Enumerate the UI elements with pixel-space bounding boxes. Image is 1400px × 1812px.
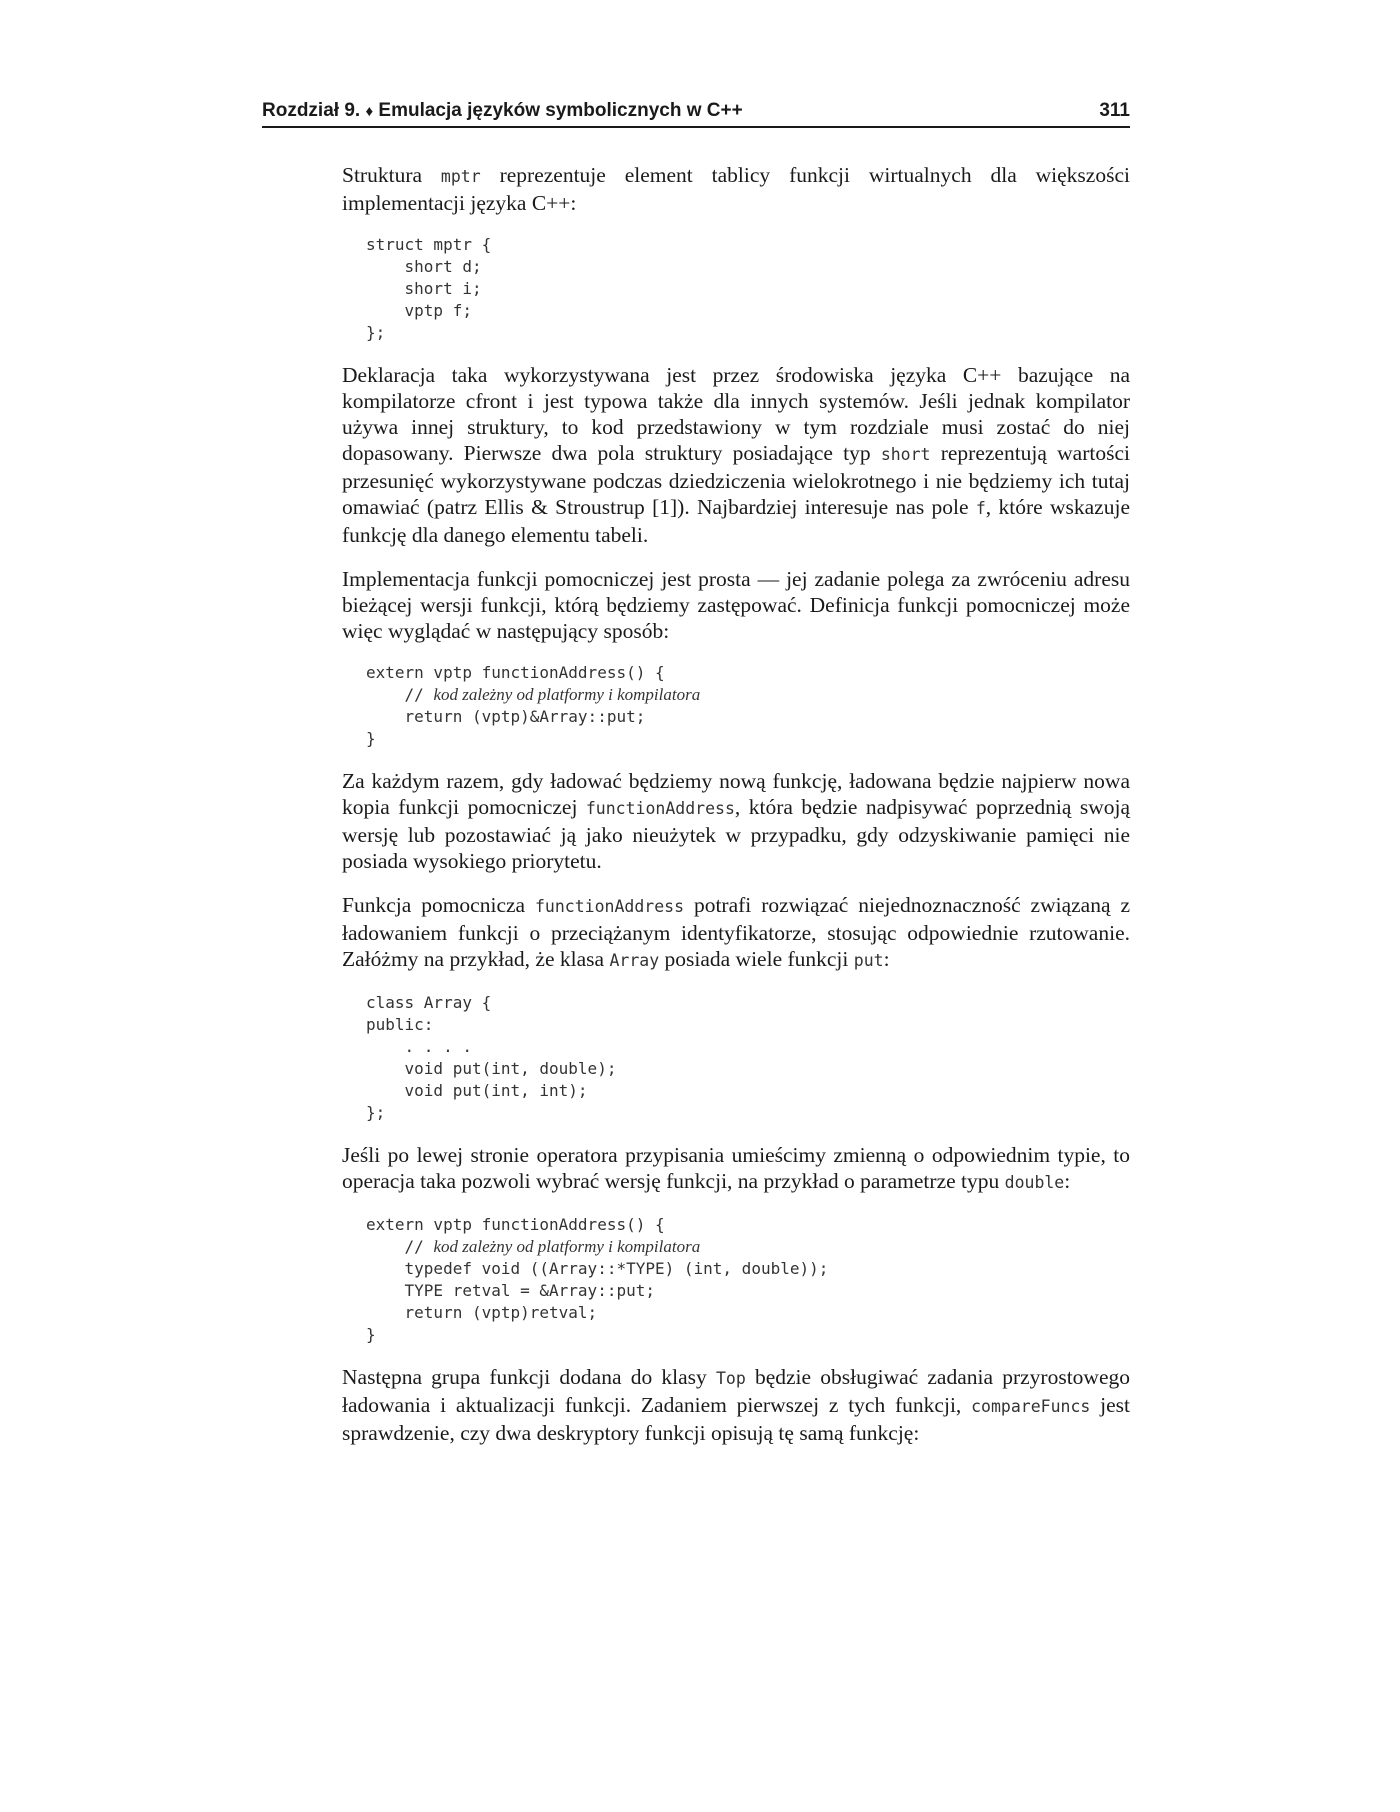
text-run: : — [1064, 1169, 1071, 1193]
page-number: 311 — [1099, 100, 1130, 121]
code-line: }; — [366, 1103, 386, 1122]
code-line: }; — [366, 323, 386, 342]
paragraph-3: Implementacja funkcji pomocniczej jest prosta — jej zadanie polega za zwróceniu adresu bieżącej wersji funkcji, którą będziemy zastępować. Definicja funkcji pomocniczej może więc wyglądać w następujący sposób: — [342, 567, 1130, 643]
code-line: short d; — [366, 257, 482, 276]
header-rule — [262, 126, 1130, 128]
code-line: } — [366, 1325, 376, 1344]
code-line: class Array { — [366, 993, 492, 1012]
inline-code: functionAddress — [585, 799, 735, 818]
code-line: struct mptr { — [366, 235, 492, 254]
page-body — [342, 162, 1130, 1464]
code-line: extern vptp functionAddress() { — [366, 1215, 665, 1234]
inline-code: f — [975, 499, 986, 518]
text-run: Następna grupa funkcji dodana do klasy — [342, 1365, 716, 1389]
code-line: extern vptp functionAddress() { — [366, 663, 665, 682]
paragraph-7 — [342, 1364, 1130, 1446]
inline-code: functionAddress — [535, 897, 685, 916]
inline-code: Top — [715, 1369, 746, 1388]
code-block-2 — [366, 662, 1130, 750]
text-run: Jeśli po lewej stronie operatora przypisania umieścimy zmienną o odpowiednim typie, to operacja taka pozwoli wybrać wersję funkcji, na przykład o parametrze typu — [342, 1143, 1130, 1193]
text-run: , które wskazuje funkcję dla danego elementu tabeli. — [342, 495, 1130, 547]
paragraph-2 — [342, 362, 1130, 548]
code-comment: kod zależny od platformy i kompilatora — [433, 685, 701, 704]
text-run: Funkcja pomocnicza — [342, 893, 535, 917]
code-line: TYPE retval = &Array::put; — [366, 1281, 655, 1300]
paragraph-6 — [342, 1142, 1130, 1196]
inline-code: Array — [609, 951, 660, 970]
chapter-number: Rozdział 9. — [262, 100, 361, 121]
inline-code: short — [880, 445, 931, 464]
code-line: return (vptp)retval; — [366, 1303, 598, 1322]
paragraph-4 — [342, 768, 1130, 874]
chapter-title — [262, 100, 743, 122]
text-run: , która będzie nadpisywać poprzednią swoją wersję lub pozostawiać ją jako nieużytek w przypadku, gdy odzyskiwanie pamięci nie posiada wysokiego priorytetu. — [342, 795, 1130, 873]
paragraph-1 — [342, 162, 1130, 216]
code-line: return (vptp)&Array::put; — [366, 707, 646, 726]
text-run: potrafi rozwiązać niejednoznaczność związaną z ładowaniem funkcji o przeciążanym identyfikatorze, stosując odpowiednie rzutowanie. Załóżmy na przykład, że klasa — [342, 893, 1130, 971]
inline-code: double — [1004, 1173, 1065, 1192]
chapter-name: Emulacja języków symbolicznych w C++ — [378, 100, 743, 121]
code-block-3 — [366, 992, 1130, 1124]
code-line: } — [366, 729, 376, 748]
code-comment: kod zależny od platformy i kompilatora — [433, 1237, 701, 1256]
code-block-1 — [366, 234, 1130, 344]
code-line: short i; — [366, 279, 482, 298]
code-line: void put(int, double); — [366, 1059, 617, 1078]
text-run: Za każdym razem, gdy ładować będziemy nową funkcję, ładowana będzie najpierw nowa kopia funkcji pomocniczej — [342, 769, 1130, 819]
text-run: reprezentuje element tablicy funkcji wirtualnych dla większości implementacji języka C++: — [342, 163, 1130, 215]
diamond-icon: ♦ — [365, 103, 374, 120]
code-line: public: — [366, 1015, 434, 1034]
text-run: : — [883, 947, 890, 971]
text-run: Struktura — [342, 163, 441, 187]
code-line: vptp f; — [366, 301, 472, 320]
inline-code: put — [853, 951, 884, 970]
code-line: void put(int, int); — [366, 1081, 588, 1100]
text-run: posiada wiele funkcji — [659, 947, 854, 971]
code-line: typedef void ((Array::*TYPE) (int, double)); — [366, 1259, 829, 1278]
text-run: Deklaracja taka wykorzystywana jest przez środowiska języka C++ bazujące na kompilatorze cfront i jest typowa także dla innych systemów. Jeśli jednak kompilator używa innej struktury, to kod przedstawiony w tym rozdziale musi zostać do niej dopasowany. Pierwsze dwa pola struktury posiadające typ — [342, 363, 1130, 465]
inline-code: mptr — [440, 167, 481, 186]
paragraph-5 — [342, 892, 1130, 974]
text-run: będzie obsługiwać zadania przyrostowego ładowania i aktualizacji funkcji. Zadaniem pierwszej z tych funkcji, — [342, 1365, 1130, 1417]
code-block-4 — [366, 1214, 1130, 1346]
text-run: jest sprawdzenie, czy dwa deskryptory funkcji opisują tę samą funkcję: — [342, 1393, 1130, 1445]
text-run: reprezentują wartości przesunięć wykorzystywane podczas dziedziczenia wielokrotnego i nie będziemy ich tutaj omawiać (patrz Ellis & Stroustrup [1]). Najbardziej interesuje nas pole — [342, 441, 1130, 519]
code-line: // — [366, 685, 434, 704]
inline-code: compareFuncs — [971, 1397, 1091, 1416]
code-line: // — [366, 1237, 434, 1256]
code-line: . . . . — [366, 1037, 472, 1056]
